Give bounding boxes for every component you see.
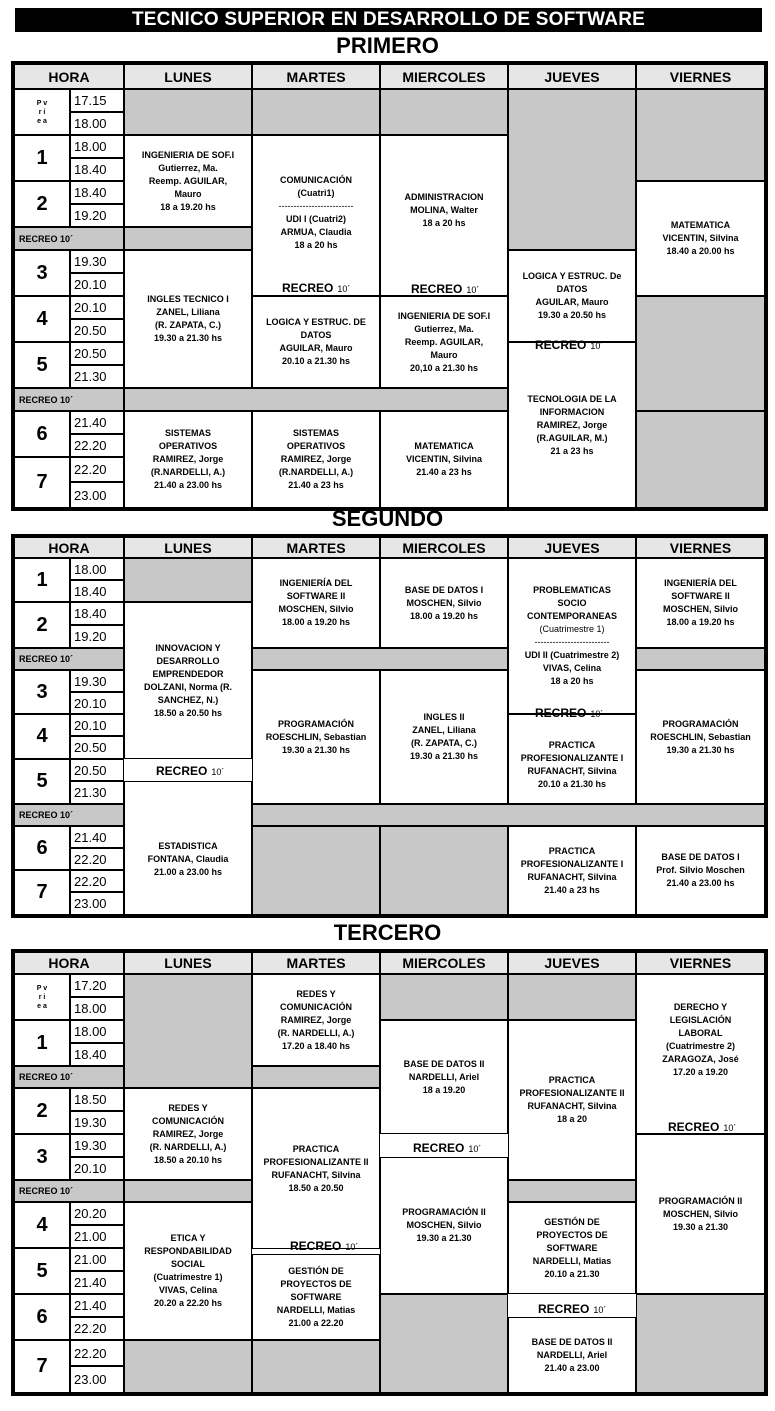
time-cell: 23.00	[70, 482, 124, 508]
class-cell: PROGRAMACIÓN II MOSCHEN, Silvio 19.30 a 21.30	[636, 1134, 765, 1294]
time-cell: 20.10	[70, 1157, 124, 1180]
class-cell: BASE DE DATOS II NARDELLI, Ariel 21.40 a 23.00	[508, 1317, 636, 1393]
time-cell: 21.40	[70, 826, 124, 848]
recreo-marker: RECREO 10´	[156, 764, 225, 778]
time-cell: 19.20	[70, 625, 124, 648]
time-cell: 18.40	[70, 1043, 124, 1066]
class-cell: PRACTICA PROFESIONALIZANTE I RUFANACHT, Silvina 20.10 a 21.30 hs	[508, 714, 636, 804]
empty-slot	[508, 89, 636, 250]
header-hora: HORA	[14, 537, 124, 558]
section-title-tercero: TERCERO	[333, 920, 442, 945]
header-jueves: JUEVES	[508, 64, 636, 89]
recreo-strip	[636, 648, 765, 670]
header-hora: HORA	[14, 952, 124, 974]
time-cell: 18.50	[70, 1088, 124, 1111]
class-cell: REDES Y COMUNICACIÓN RAMIREZ, Jorge (R. NARDELLI, A.) 18.50 a 20.10 hs	[124, 1088, 252, 1180]
slot-number: 3	[14, 670, 70, 714]
time-cell: 22.20	[70, 1340, 124, 1366]
time-cell: 18.40	[70, 158, 124, 181]
class-cell: SISTEMAS OPERATIVOS RAMIREZ, Jorge (R.NARDELLI, A.) 21.40 a 23 hs	[252, 411, 380, 508]
class-cell: GESTIÓN DE PROYECTOS DE SOFTWARE NARDELLI, Matias 20.10 a 21.30	[508, 1202, 636, 1294]
empty-slot	[124, 558, 252, 602]
class-cell: BASE DE DATOS I MOSCHEN, Silvio 18.00 a 19.20 hs	[380, 558, 508, 648]
header-martes: MARTES	[252, 952, 380, 974]
slot-number: 1	[14, 135, 70, 181]
schedule-primero	[11, 61, 768, 511]
empty-slot	[380, 974, 508, 1020]
class-cell: PROGRAMACIÓN ROESCHLIN, Sebastian 19.30 a 21.30 hs	[252, 670, 380, 804]
class-cell: INGENIERIA DE SOF.I Gutierrez, Ma. Reemp. AGUILAR, Mauro 18 a 19.20 hs	[124, 135, 252, 227]
empty-slot	[380, 1294, 508, 1393]
section-title-primero: PRIMERO	[336, 33, 439, 58]
empty-slot	[124, 1340, 252, 1393]
time-cell: 18.00	[70, 1020, 124, 1043]
slot-number: 6	[14, 411, 70, 457]
class-cell: GESTIÓN DE PROYECTOS DE SOFTWARE NARDELLI, Matias 21.00 a 22.20	[252, 1254, 380, 1340]
slot-number: 4	[14, 296, 70, 342]
recreo-row-label: RECREO 10´	[14, 227, 124, 250]
time-cell: 20.10	[70, 714, 124, 736]
header-martes: MARTES	[252, 537, 380, 558]
recreo-strip	[124, 1180, 252, 1202]
header-lunes: LUNES	[124, 537, 252, 558]
time-cell: 18.00	[70, 135, 124, 158]
slot-number: 4	[14, 1202, 70, 1248]
time-cell: 18.40	[70, 580, 124, 602]
class-cell: ETICA Y RESPONDABILIDAD SOCIAL (Cuatrimestre 1) VIVAS, Celina 20.20 a 22.20 hs	[124, 1202, 252, 1340]
time-cell: 20.50	[70, 342, 124, 365]
header-martes: MARTES	[252, 64, 380, 89]
header-viernes: VIERNES	[636, 537, 765, 558]
time-cell: 20.50	[70, 736, 124, 759]
slot-number: 7	[14, 1340, 70, 1393]
time-cell: 21.00	[70, 1225, 124, 1248]
time-cell: 20.50	[70, 319, 124, 342]
empty-slot	[124, 974, 252, 1088]
recreo-strip	[252, 1066, 380, 1088]
slot-number: 7	[14, 870, 70, 915]
header-viernes: VIERNES	[636, 952, 765, 974]
recreo-marker: RECREO 10´	[411, 282, 480, 296]
time-cell: 21.30	[70, 781, 124, 804]
time-cell: 22.20	[70, 457, 124, 482]
time-cell: 21.40	[70, 1271, 124, 1294]
recreo-strip	[252, 804, 765, 826]
time-cell: 20.10	[70, 296, 124, 319]
recreo-strip	[124, 227, 252, 250]
time-cell: 20.10	[70, 273, 124, 296]
slot-number: 5	[14, 1248, 70, 1294]
slot-number: 5	[14, 759, 70, 804]
time-cell: 19.30	[70, 250, 124, 273]
slot-number: 4	[14, 714, 70, 759]
class-cell: INGENIERIA DE SOF.I Gutierrez, Ma. Reemp. AGUILAR, Mauro 20,10 a 21.30 hs	[380, 296, 508, 388]
time-cell: 17.20	[70, 974, 124, 997]
header-viernes: VIERNES	[636, 64, 765, 89]
empty-slot	[636, 411, 765, 508]
header-lunes: LUNES	[124, 64, 252, 89]
header-miercoles: MIERCOLES	[380, 537, 508, 558]
class-cell: SISTEMAS OPERATIVOS RAMIREZ, Jorge (R.NARDELLI, A.) 21.40 a 23.00 hs	[124, 411, 252, 508]
time-cell: 21.30	[70, 365, 124, 388]
time-cell: 22.20	[70, 434, 124, 457]
header-miercoles: MIERCOLES	[380, 64, 508, 89]
time-cell: 20.20	[70, 1202, 124, 1225]
empty-slot	[636, 89, 765, 181]
time-cell: 18.40	[70, 181, 124, 204]
class-cell: LOGICA Y ESTRUC. De DATOS AGUILAR, Mauro 19.30 a 20.50 hs	[508, 250, 636, 342]
class-cell: BASE DE DATOS II NARDELLI, Ariel 18 a 19.20	[380, 1020, 508, 1134]
class-cell: MATEMATICA VICENTIN, Silvina 21.40 a 23 hs	[380, 411, 508, 508]
recreo-row-label: RECREO 10´	[14, 1180, 124, 1202]
empty-slot	[252, 826, 380, 915]
class-cell: PRACTICA PROFESIONALIZANTE II RUFANACHT, Silvina 18.50 a 20.50	[252, 1088, 380, 1249]
slot-number: 2	[14, 181, 70, 227]
header-lunes: LUNES	[124, 952, 252, 974]
class-cell: PRACTICA PROFESIONALIZANTE II RUFANACHT, Silvina 18 a 20	[508, 1020, 636, 1180]
schedule-tercero	[11, 949, 768, 1396]
time-cell: 23.00	[70, 892, 124, 915]
pre-slot-label: P v r i e a	[14, 974, 70, 1020]
slot-number: 5	[14, 342, 70, 388]
time-cell: 19.30	[70, 1111, 124, 1134]
time-cell: 17.15	[70, 89, 124, 112]
pre-slot-label: P v r i e a	[14, 89, 70, 135]
time-cell: 22.20	[70, 1317, 124, 1340]
slot-number: 6	[14, 826, 70, 870]
class-cell: INNOVACION Y DESARROLLO EMPRENDEDOR DOLZANI, Norma (R. SANCHEZ, N.) 18.50 a 20.50 hs	[124, 602, 252, 759]
recreo-row-label: RECREO 10´	[14, 804, 124, 826]
slot-number: 2	[14, 1088, 70, 1134]
class-cell: INGLES II ZANEL, Liliana (R. ZAPATA, C.) 19.30 a 21.30 hs	[380, 670, 508, 804]
time-cell: 21.00	[70, 1248, 124, 1271]
recreo-row-label: RECREO 10´	[14, 1066, 124, 1088]
recreo-marker: RECREO 10´	[413, 1141, 482, 1155]
slot-number: 7	[14, 457, 70, 508]
empty-slot	[636, 296, 765, 411]
time-cell: 22.20	[70, 848, 124, 870]
time-cell: 22.20	[70, 870, 124, 892]
class-cell: ADMINISTRACION MOLINA, Walter 18 a 20 hs	[380, 135, 508, 296]
class-cell: PROGRAMACIÓN II MOSCHEN, Silvio 19.30 a 21.30	[380, 1157, 508, 1294]
time-cell: 20.50	[70, 759, 124, 781]
recreo-row-label: RECREO 10´	[14, 388, 124, 411]
class-cell: PRACTICA PROFESIONALIZANTE I RUFANACHT, Silvina 21.40 a 23 hs	[508, 826, 636, 915]
header-jueves: JUEVES	[508, 537, 636, 558]
empty-slot	[636, 1294, 765, 1393]
slot-number: 2	[14, 602, 70, 648]
recreo-marker: RECREO 10´	[290, 1239, 359, 1253]
class-cell: INGENIERÍA DEL SOFTWARE II MOSCHEN, Silvio 18.00 a 19.20 hs	[252, 558, 380, 648]
page-title: TECNICO SUPERIOR EN DESARROLLO DE SOFTWARE	[15, 8, 762, 32]
time-cell: 18.00	[70, 112, 124, 135]
time-cell: 19.30	[70, 1134, 124, 1157]
recreo-marker: RECREO 10´	[538, 1302, 607, 1316]
time-cell: 21.40	[70, 1294, 124, 1317]
recreo-marker: RECREO 10´	[282, 281, 351, 295]
header-jueves: JUEVES	[508, 952, 636, 974]
slot-number: 1	[14, 558, 70, 602]
class-cell: COMUNICACIÓN (Cuatri1) ------------------------- UDI I (Cuatri2) ARMUA, Claudia 18 a 20 hs	[252, 135, 380, 296]
class-cell: REDES Y COMUNICACIÓN RAMIREZ, Jorge (R. NARDELLI, A.) 17.20 a 18.40 hs	[252, 974, 380, 1066]
class-cell: INGENIERÍA DEL SOFTWARE II MOSCHEN, Silvio 18.00 a 19.20 hs	[636, 558, 765, 648]
empty-slot	[252, 1340, 380, 1393]
time-cell: 20.10	[70, 692, 124, 714]
recreo-strip	[508, 1180, 636, 1202]
class-cell: MATEMATICA VICENTIN, Silvina 18.40 a 20.00 hs	[636, 181, 765, 296]
class-cell: BASE DE DATOS I Prof. Silvio Moschen 21.40 a 23.00 hs	[636, 826, 765, 915]
class-cell: PROBLEMATICAS SOCIO CONTEMPORANEAS (Cuatrimestre 1) ------------------------- UDI II (Cuatrimestre 2) VIVAS, Celina 18 a 20 hs	[508, 558, 636, 714]
recreo-row-label: RECREO 10´	[14, 648, 124, 670]
recreo-strip	[252, 648, 508, 670]
recreo-strip	[124, 388, 508, 411]
empty-slot	[380, 826, 508, 915]
time-cell: 19.20	[70, 204, 124, 227]
time-cell: 18.40	[70, 602, 124, 625]
section-title-segundo: SEGUNDO	[331, 506, 444, 531]
time-cell: 23.00	[70, 1366, 124, 1393]
recreo-marker: RECREO 10´	[668, 1120, 737, 1134]
time-cell: 21.40	[70, 411, 124, 434]
class-cell: PROGRAMACIÓN ROESCHLIN, Sebastian 19.30 a 21.30 hs	[636, 670, 765, 804]
class-cell: LOGICA Y ESTRUC. DE DATOS AGUILAR, Mauro 20.10 a 21.30 hs	[252, 296, 380, 388]
slot-number: 3	[14, 1134, 70, 1180]
empty-slot	[508, 974, 636, 1020]
time-cell: 18.00	[70, 997, 124, 1020]
time-cell: 19.30	[70, 670, 124, 692]
empty-slot	[124, 89, 252, 135]
header-miercoles: MIERCOLES	[380, 952, 508, 974]
empty-slot	[252, 89, 380, 135]
class-cell: TECNOLOGIA DE LA INFORMACION RAMIREZ, Jorge (R.AGUILAR, M.) 21 a 23 hs	[508, 342, 636, 508]
schedule-segundo	[11, 534, 768, 918]
time-cell: 18.00	[70, 558, 124, 580]
empty-slot	[380, 89, 508, 135]
class-cell: INGLES TECNICO I ZANEL, Liliana (R. ZAPATA, C.) 19.30 a 21.30 hs	[124, 250, 252, 388]
header-hora: HORA	[14, 64, 124, 89]
recreo-marker: RECREO 10´	[535, 338, 604, 352]
slot-number: 3	[14, 250, 70, 296]
slot-number: 1	[14, 1020, 70, 1066]
class-cell: DERECHO Y LEGISLACIÓN LABORAL (Cuatrimestre 2) ZARAGOZA, José 17.20 a 19.20	[636, 974, 765, 1134]
recreo-marker: RECREO 10´	[535, 706, 604, 720]
class-cell: ESTADISTICA FONTANA, Claudia 21.00 a 23.00 hs	[124, 781, 252, 915]
slot-number: 6	[14, 1294, 70, 1340]
